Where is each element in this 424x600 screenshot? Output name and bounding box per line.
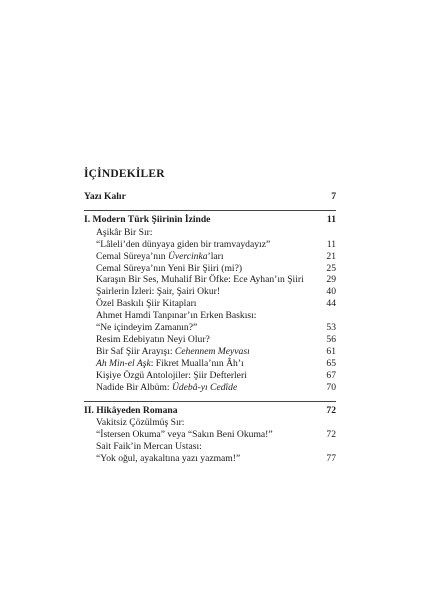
toc-entry [84,263,336,275]
entry-label [96,274,304,286]
entry-label-text: Nadide Bir Albüm: [96,381,172,393]
entry-label-text: ’ları [207,250,224,262]
entry-label [96,370,247,382]
entry-label-italic: Üdebâ-yı Cedîde [171,381,238,393]
toc-entry [84,441,336,453]
entry-label-text: Bir Saf Şiir Arayışı: [96,345,175,357]
entry-page: 53 [326,322,336,334]
entry-label-text: Resim Edebiyatın Neyi Olur? [96,333,210,345]
entry-label [96,417,184,429]
entry-page: 29 [326,274,336,286]
entry-label [96,251,224,263]
section-heading [84,211,336,226]
entry-label [96,263,242,275]
entry-label-text: Sait Faik’in Mercan Ustası: [96,441,202,453]
entry-label [96,346,250,358]
section-heading [84,402,336,417]
section-heading-label: II. Hikâyeden Romana [84,404,178,416]
toc-entry [84,227,336,239]
entry-label [96,334,210,346]
toc-intro-entry [84,191,336,203]
entry-label-text: Ahmet Hamdi Tanpınar’ın Erken Baskısı: [96,310,257,322]
toc-entry [84,429,336,441]
entry-label-text: Cemal Süreya’nın [96,250,168,262]
toc-title: İÇİNDEKİLER [84,168,165,180]
entry-label [96,227,153,239]
entry-page: 70 [326,381,336,393]
toc-sections [84,203,336,465]
toc-entry [84,334,336,346]
toc-entry [84,310,336,322]
toc-entry [84,274,336,286]
entry-page: 67 [326,369,336,381]
entry-label-text: Vakitsiz Çözülmüş Sır: [96,417,185,429]
entry-page: 72 [326,429,336,441]
entry-label [96,453,240,465]
entry-label-text: Özel Baskılı Şiir Kitapları [96,298,197,310]
entry-page: 7 [331,191,336,202]
entry-label [96,358,244,370]
entry-label [96,382,237,394]
entry-label-text: “İstersen Okuma” veya “Sakın Beni Okuma!” [96,429,273,441]
entry-label [96,286,220,298]
entry-label-text: Kişiye Özgü Antolojiler: Şiir Defterleri [96,369,247,381]
entry-label-italic: Üvercinka [167,250,208,262]
entry-label-text: Cemal Süreya’nın Yeni Bir Şiiri (mi?) [96,262,243,274]
entry-label [96,429,273,441]
entry-label [96,310,256,322]
entry-label-text: Aşikâr Bir Sır: [96,226,153,238]
entry-label: Yazı Kalır [84,191,126,202]
entry-label [96,239,270,251]
toc-entry [84,358,336,370]
toc-entry [84,239,336,251]
entry-label [96,322,197,334]
entry-label [96,441,202,453]
table-of-contents [84,168,336,465]
section-heading-page: 72 [326,404,336,416]
entry-page: 56 [326,333,336,345]
toc-entry [84,298,336,310]
section-heading-page: 11 [326,213,336,225]
toc-entry [84,382,336,394]
toc-entry [84,346,336,358]
toc-entry [84,417,336,429]
entry-label-text: “Ne içindeyim Zamanın?” [96,322,198,334]
entry-label-text: Şairlerin İzleri: Şair, Şairi Okur! [96,286,221,298]
toc-entry [84,322,336,334]
entry-page: 77 [326,453,336,465]
entry-label-text: : Fikret Mualla’nın Âh’ı [150,357,244,369]
entry-label-text: “Lâleli’den dünyaya giden bir tramvaydayız” [96,238,271,250]
entry-label-text: “Yok oğul, ayakaltına yazı yazmam!” [96,453,241,465]
entry-page: 21 [326,250,336,262]
toc-entry [84,453,336,465]
toc-entry [84,286,336,298]
toc-entry [84,251,336,263]
entry-page: 25 [326,262,336,274]
entry-page: 44 [326,298,336,310]
entry-page: 11 [326,238,336,250]
entry-label-italic: Cehennem Meyvası [174,345,250,357]
entry-page: 61 [326,345,336,357]
entry-page: 65 [326,357,336,369]
entry-label [96,298,196,310]
entry-label-text: Karaşın Bir Ses, Muhalif Bir Öfke: Ece Ayhan’ın Şiiri [96,274,304,286]
section-heading-label: I. Modern Türk Şiirinin İzinde [84,213,211,225]
entry-label-italic: Ah Min-el Aşk [96,357,151,369]
toc-entry [84,370,336,382]
entry-page: 40 [326,286,336,298]
